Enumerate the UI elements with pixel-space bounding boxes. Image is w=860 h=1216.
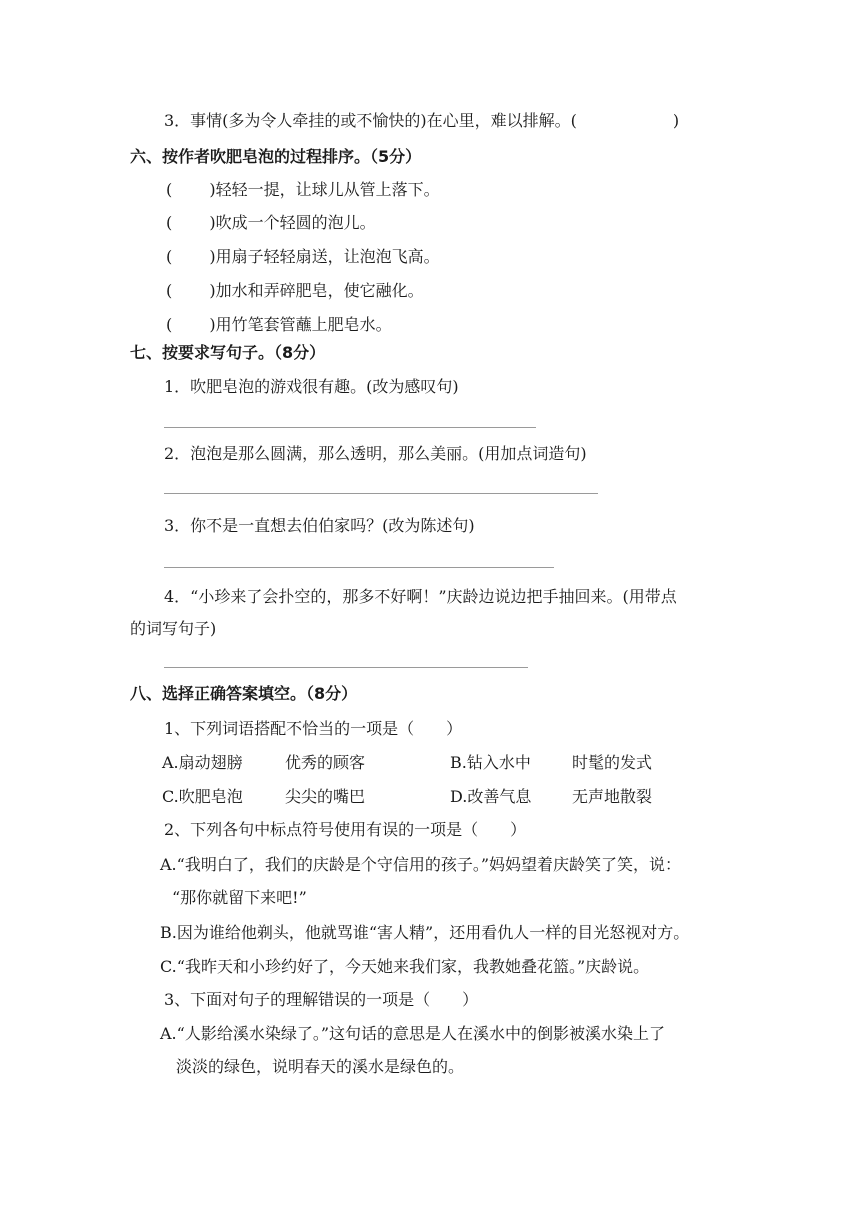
rewrite-q3: 3．你不是一直想去伯伯家吗？(改为陈述句) (164, 516, 475, 535)
order-item-3: ( )用扇子轻轻扇送，让泡泡飞高。 (166, 247, 440, 266)
choice-q3-stem: 3、下面对句子的理解错误的一项是（ ） (164, 990, 479, 1009)
rewrite-q4-line2: 的词写句子) (130, 619, 217, 638)
answer-line-q3[interactable] (164, 567, 554, 568)
section-7-title: 七、按要求写句子。（8分） (130, 343, 326, 362)
choice-q1-option-c-2: 尖尖的嘴巴 (285, 787, 366, 806)
choice-q1-option-c: C.吹肥皂泡 (162, 787, 243, 806)
rewrite-q4-line1: 4．“小珍来了会扑空的，那多不好啊！”庆龄边说边把手抽回来。(用带点 (164, 587, 677, 606)
answer-line-q1[interactable] (164, 427, 536, 428)
choice-q1-stem: 1、下列词语搭配不恰当的一项是（ ） (164, 719, 463, 738)
q5-item-3: 3．事情(多为令人牵挂的或不愉快的)在心里，难以排解。( ) (164, 111, 680, 130)
choice-q2-stem: 2、下列各句中标点符号使用有误的一项是（ ） (164, 820, 527, 839)
section-6-title: 六、按作者吹肥皂泡的过程排序。（5分） (130, 147, 422, 166)
choice-q2-option-a-cont: “那你就留下来吧!” (172, 888, 307, 907)
rewrite-q1: 1．吹肥皂泡的游戏很有趣。(改为感叹句) (164, 377, 459, 396)
order-item-5: ( )用竹笔套管蘸上肥皂水。 (166, 315, 392, 334)
choice-q2-option-a: A.“我明白了，我们的庆龄是个守信用的孩子。”妈妈望着庆龄笑了笑，说： (160, 855, 682, 874)
choice-q1-option-d-2: 无声地散裂 (572, 787, 653, 806)
order-item-1: ( )轻轻一提，让球儿从管上落下。 (166, 180, 440, 199)
choice-q1-option-b: B.钻入水中 (450, 753, 531, 772)
choice-q1-option-b-2: 时髦的发式 (572, 753, 653, 772)
rewrite-q2: 2．泡泡是那么圆满，那么透明，那么美丽。(用加点词造句) (164, 444, 587, 463)
choice-q1-option-a-2: 优秀的顾客 (285, 753, 366, 772)
order-item-4: ( )加水和弄碎肥皂，使它融化。 (166, 281, 424, 300)
choice-q2-option-c: C.“我昨天和小珍约好了，今天她来我们家，我教她叠花篮。”庆龄说。 (160, 957, 650, 976)
order-item-2: ( )吹成一个轻圆的泡儿。 (166, 213, 376, 232)
answer-line-q2[interactable] (164, 493, 598, 494)
choice-q1-option-a: A.扇动翅膀 (162, 753, 243, 772)
choice-q2-option-b: B.因为谁给他剃头，他就骂谁“害人精”，还用看仇人一样的目光怒视对方。 (160, 923, 690, 942)
answer-line-q4[interactable] (164, 667, 528, 668)
choice-q3-option-a: A.“人影给溪水染绿了。”这句话的意思是人在溪水中的倒影被溪水染上了 (160, 1024, 666, 1043)
section-8-title: 八、选择正确答案填空。（8分） (130, 684, 358, 703)
choice-q3-option-a-cont: 淡淡的绿色，说明春天的溪水是绿色的。 (176, 1057, 465, 1076)
choice-q1-option-d: D.改善气息 (450, 787, 532, 806)
